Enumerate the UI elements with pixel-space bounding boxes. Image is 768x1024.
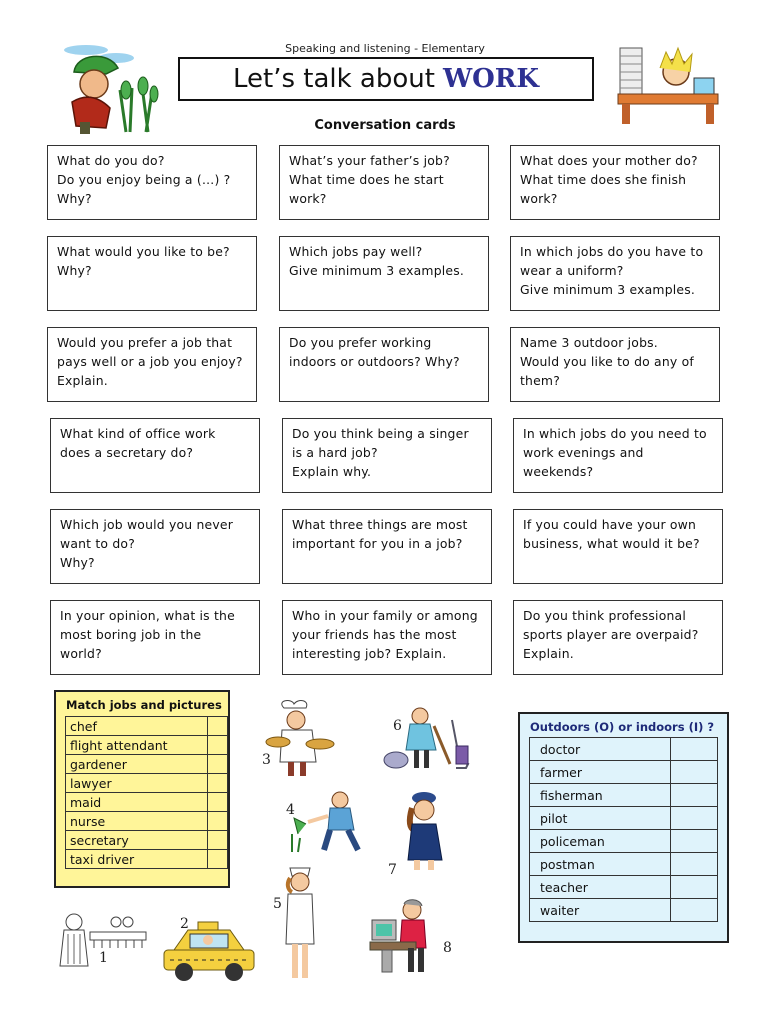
secretary-picture — [368, 896, 438, 978]
card-line: indoors or outdoors? Why? — [289, 354, 460, 369]
conversation-card — [282, 600, 492, 675]
job-name: taxi driver — [66, 850, 208, 869]
job-name: pilot — [530, 807, 671, 830]
card-line: Give minimum 3 examples. — [289, 263, 465, 278]
picture-number-8: 8 — [443, 940, 452, 956]
card-line: world? — [60, 646, 102, 661]
table-row — [530, 853, 718, 876]
card-line: work? — [289, 191, 327, 206]
outdoors-indoors-panel — [518, 712, 729, 943]
gardener-clipart-header — [46, 38, 164, 138]
picture-number-2: 2 — [180, 916, 189, 932]
answer-box[interactable] — [208, 755, 228, 774]
card-line: What time does he start — [289, 172, 444, 187]
match-table — [65, 716, 228, 869]
conversation-card — [47, 145, 257, 220]
job-name: secretary — [66, 831, 208, 850]
conversation-card — [282, 509, 492, 584]
answer-box[interactable] — [671, 738, 718, 761]
answer-box[interactable] — [208, 831, 228, 850]
page-title — [178, 57, 594, 101]
picture-number-7: 7 — [388, 862, 397, 878]
table-row — [530, 807, 718, 830]
card-line: work evenings and — [523, 445, 644, 460]
job-name: flight attendant — [66, 736, 208, 755]
card-line: Do you prefer working — [289, 335, 432, 350]
picture-number-3: 3 — [262, 752, 271, 768]
card-line: Explain. — [523, 646, 574, 661]
card-line: What three things are most — [292, 517, 468, 532]
table-row — [66, 774, 228, 793]
card-line: interesting job? Explain. — [292, 646, 447, 661]
conversation-card — [282, 418, 492, 493]
job-name: nurse — [66, 812, 208, 831]
picture-number-1: 1 — [99, 950, 108, 966]
outdoors-indoors-title: Outdoors (O) or indoors (I) ? — [530, 720, 715, 734]
table-row — [66, 755, 228, 774]
card-line: them? — [520, 373, 560, 388]
card-line: Why? — [60, 555, 95, 570]
card-line: Which jobs pay well? — [289, 244, 423, 259]
flight-attendant-picture — [398, 788, 452, 872]
card-line: Do you think professional — [523, 608, 686, 623]
card-line: Would you like to do any of — [520, 354, 694, 369]
answer-box[interactable] — [671, 876, 718, 899]
answer-box[interactable] — [671, 807, 718, 830]
match-jobs-panel — [54, 690, 230, 888]
picture-number-6: 6 — [393, 718, 402, 734]
taxi-driver-picture — [160, 920, 258, 986]
conversation-card — [513, 509, 723, 584]
nurse-picture — [280, 862, 320, 982]
page-subtitle: Speaking and listening - Elementary — [285, 42, 485, 55]
answer-box[interactable] — [208, 812, 228, 831]
card-line: most boring job in the — [60, 627, 202, 642]
conversation-card — [510, 327, 720, 402]
conversation-card — [510, 236, 720, 311]
gardener-picture — [284, 788, 372, 858]
card-line: Give minimum 3 examples. — [520, 282, 696, 297]
card-line: Would you prefer a job that — [57, 335, 233, 350]
outdoors-indoors-table — [529, 737, 718, 922]
conversation-card — [279, 236, 489, 311]
card-line: pays well or a job you enjoy? — [57, 354, 243, 369]
page-title-emphasis: WORK — [442, 64, 540, 94]
card-line: does a secretary do? — [60, 445, 194, 460]
card-line: If you could have your own — [523, 517, 697, 532]
answer-box[interactable] — [671, 830, 718, 853]
conversation-card — [50, 600, 260, 675]
job-name: teacher — [530, 876, 671, 899]
card-line: Which job would you never — [60, 517, 234, 532]
card-line: Why? — [57, 191, 92, 206]
conversation-card — [47, 327, 257, 402]
job-name: farmer — [530, 761, 671, 784]
table-row — [66, 850, 228, 869]
conversation-card — [50, 418, 260, 493]
picture-number-4: 4 — [286, 802, 295, 818]
card-line: What time does she finish — [520, 172, 687, 187]
chef-picture — [262, 700, 338, 780]
answer-box[interactable] — [208, 850, 228, 869]
card-line: is a hard job? — [292, 445, 378, 460]
answer-box[interactable] — [671, 761, 718, 784]
card-line: In which jobs do you need to — [523, 426, 707, 441]
card-line: In which jobs do you have to — [520, 244, 704, 259]
conversation-card — [513, 600, 723, 675]
picture-number-5: 5 — [273, 896, 282, 912]
conversation-cards-heading: Conversation cards — [314, 118, 456, 133]
card-line: What does your mother do? — [520, 153, 698, 168]
table-row — [530, 876, 718, 899]
table-row — [66, 831, 228, 850]
conversation-card — [513, 418, 723, 493]
answer-box[interactable] — [671, 899, 718, 922]
card-line: Name 3 outdoor jobs. — [520, 335, 658, 350]
table-row — [66, 736, 228, 755]
table-row — [66, 717, 228, 736]
card-line: Why? — [57, 263, 92, 278]
card-line: Do you think being a singer — [292, 426, 469, 441]
page-title-prefix: Let’s talk about — [232, 64, 435, 94]
card-line: Explain. — [57, 373, 108, 388]
answer-box[interactable] — [671, 784, 718, 807]
answer-box[interactable] — [208, 717, 228, 736]
card-line: Who in your family or among — [292, 608, 478, 623]
card-line: your friends has the most — [292, 627, 457, 642]
card-line: Do you enjoy being a (…) ? — [57, 172, 231, 187]
job-name: maid — [66, 793, 208, 812]
card-line: What kind of office work — [60, 426, 216, 441]
conversation-card — [510, 145, 720, 220]
card-line: What do you do? — [57, 153, 165, 168]
table-row — [530, 761, 718, 784]
card-line: Explain why. — [292, 464, 372, 479]
job-name: gardener — [66, 755, 208, 774]
answer-box[interactable] — [208, 793, 228, 812]
job-name: waiter — [530, 899, 671, 922]
card-line: business, what would it be? — [523, 536, 700, 551]
job-name: doctor — [530, 738, 671, 761]
office-worker-clipart-header — [614, 44, 722, 126]
job-name: lawyer — [66, 774, 208, 793]
conversation-card — [279, 327, 489, 402]
table-row — [66, 812, 228, 831]
answer-box[interactable] — [208, 736, 228, 755]
card-line: wear a uniform? — [520, 263, 624, 278]
card-line: sports player are overpaid? — [523, 627, 699, 642]
table-row — [66, 793, 228, 812]
table-row — [530, 738, 718, 761]
card-line: work? — [520, 191, 558, 206]
conversation-card — [50, 509, 260, 584]
job-name: chef — [66, 717, 208, 736]
table-row — [530, 899, 718, 922]
maid-picture — [380, 702, 472, 774]
card-line: weekends? — [523, 464, 594, 479]
conversation-card — [47, 236, 257, 311]
card-line: important for you in a job? — [292, 536, 463, 551]
card-line: In your opinion, what is the — [60, 608, 235, 623]
job-name: policeman — [530, 830, 671, 853]
match-panel-title: Match jobs and pictures — [66, 698, 222, 712]
answer-box[interactable] — [671, 853, 718, 876]
table-row — [530, 830, 718, 853]
job-name: postman — [530, 853, 671, 876]
table-row — [530, 784, 718, 807]
card-line: What would you like to be? — [57, 244, 230, 259]
job-name: fisherman — [530, 784, 671, 807]
card-line: What’s your father’s job? — [289, 153, 450, 168]
answer-box[interactable] — [208, 774, 228, 793]
card-line: want to do? — [60, 536, 135, 551]
conversation-card — [279, 145, 489, 220]
